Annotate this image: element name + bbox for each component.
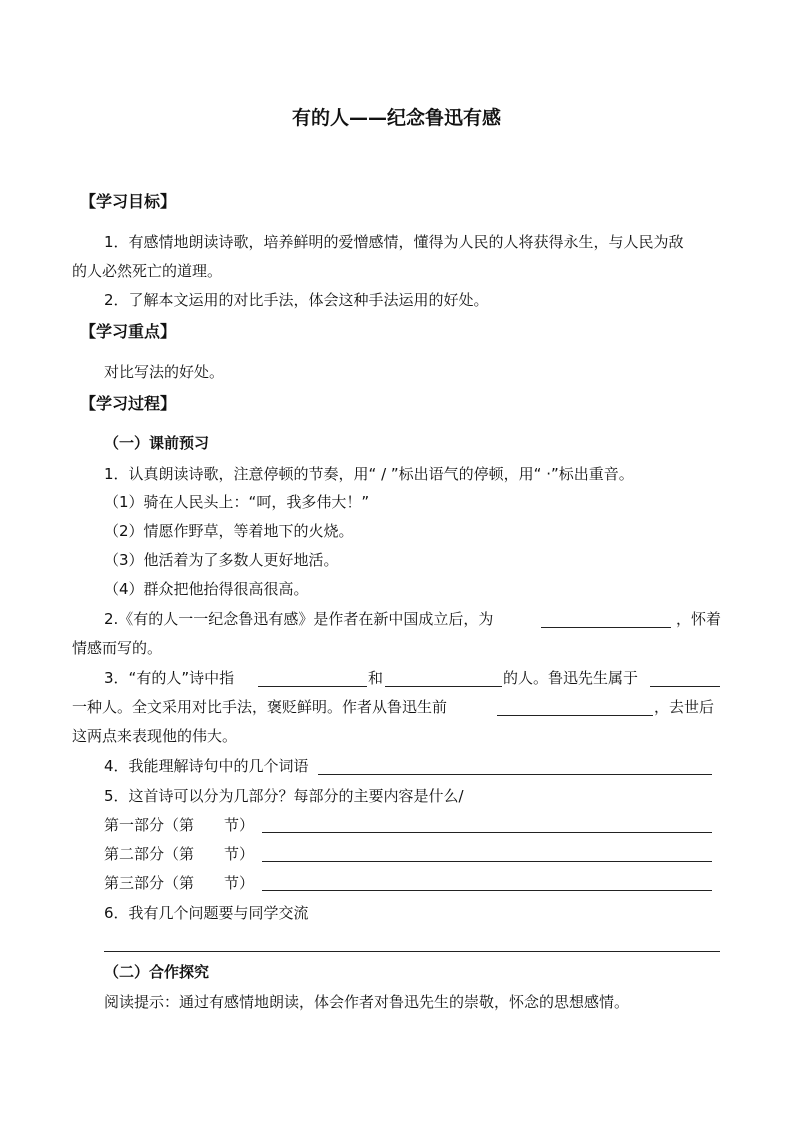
goal-item-1-line-1: 1．有感情地朗读诗歌，培养鲜明的爱憎感情，懂得为人民的人将获得永生，与人民为敌 bbox=[104, 233, 684, 251]
question-2-text: 2.《有的人一一纪念鲁迅有感》是作者在新中国成立后，为 bbox=[104, 610, 494, 628]
answer-blank[interactable] bbox=[318, 774, 712, 775]
question-3-text: 的人。鲁迅先生属于 bbox=[503, 669, 639, 687]
answer-blank[interactable] bbox=[258, 686, 367, 687]
answer-blank[interactable] bbox=[650, 686, 720, 687]
coop-tip: 阅读提示：通过有感情地朗读，体会作者对鲁迅先生的崇敬，怀念的思想感情。 bbox=[104, 993, 630, 1011]
question-2-text: 情感而写的。 bbox=[72, 639, 163, 657]
answer-blank[interactable] bbox=[262, 890, 712, 891]
goal-item-1-line-2: 的人必然死亡的道理。 bbox=[72, 262, 223, 280]
part-label: 第一部分（第 节） bbox=[104, 816, 255, 834]
part-label: 第二部分（第 节） bbox=[104, 845, 255, 863]
coop-heading: （二）合作探究 bbox=[104, 963, 210, 981]
question-5-text: 5．这首诗可以分为几部分？每部分的主要内容是什么/ bbox=[104, 787, 464, 805]
question-6-text: 6．我有几个问题要与同学交流 bbox=[104, 904, 309, 922]
answer-blank[interactable] bbox=[262, 861, 712, 862]
answer-blank[interactable] bbox=[262, 832, 712, 833]
question-2-text: ，怀着 bbox=[676, 610, 722, 628]
question-1-item: （1）骑在人民头上：“呵，我多伟大！” bbox=[104, 493, 370, 511]
goals-heading: 【学习目标】 bbox=[80, 192, 177, 211]
document-title: 有的人——纪念鲁迅有感 bbox=[291, 107, 501, 129]
answer-blank[interactable] bbox=[104, 951, 720, 952]
goal-item-2: 2．了解本文运用的对比手法，体会这种手法运用的好处。 bbox=[104, 291, 489, 309]
answer-blank[interactable] bbox=[385, 686, 502, 687]
question-3-text: ，去世后 bbox=[654, 698, 715, 716]
focus-text: 对比写法的好处。 bbox=[104, 363, 225, 381]
answer-blank[interactable] bbox=[497, 715, 653, 716]
question-1: 1．认真朗读诗歌，注意停顿的节奏，用“ / ”标出语气的停顿，用“ ·”标出重音。 bbox=[104, 465, 634, 483]
question-3-text: 和 bbox=[368, 669, 384, 687]
question-1-item: （2）情愿作野草，等着地下的火烧。 bbox=[104, 522, 354, 540]
part-label: 第三部分（第 节） bbox=[104, 874, 255, 892]
question-3-text: 一种人。全文采用对比手法，褒贬鲜明。作者从鲁迅生前 bbox=[72, 698, 448, 716]
process-heading: 【学习过程】 bbox=[80, 394, 177, 413]
question-3-text: 这两点来表现他的伟大。 bbox=[72, 727, 238, 745]
question-1-item: （3）他活着为了多数人更好地活。 bbox=[104, 551, 339, 569]
preview-heading: （一）课前预习 bbox=[104, 434, 210, 452]
question-1-item: （4）群众把他抬得很高很高。 bbox=[104, 580, 309, 598]
question-4-text: 4．我能理解诗句中的几个词语 bbox=[104, 757, 309, 775]
answer-blank[interactable] bbox=[541, 627, 671, 628]
question-3-text: 3．“有的人”诗中指 bbox=[104, 669, 235, 687]
focus-heading: 【学习重点】 bbox=[80, 322, 177, 341]
